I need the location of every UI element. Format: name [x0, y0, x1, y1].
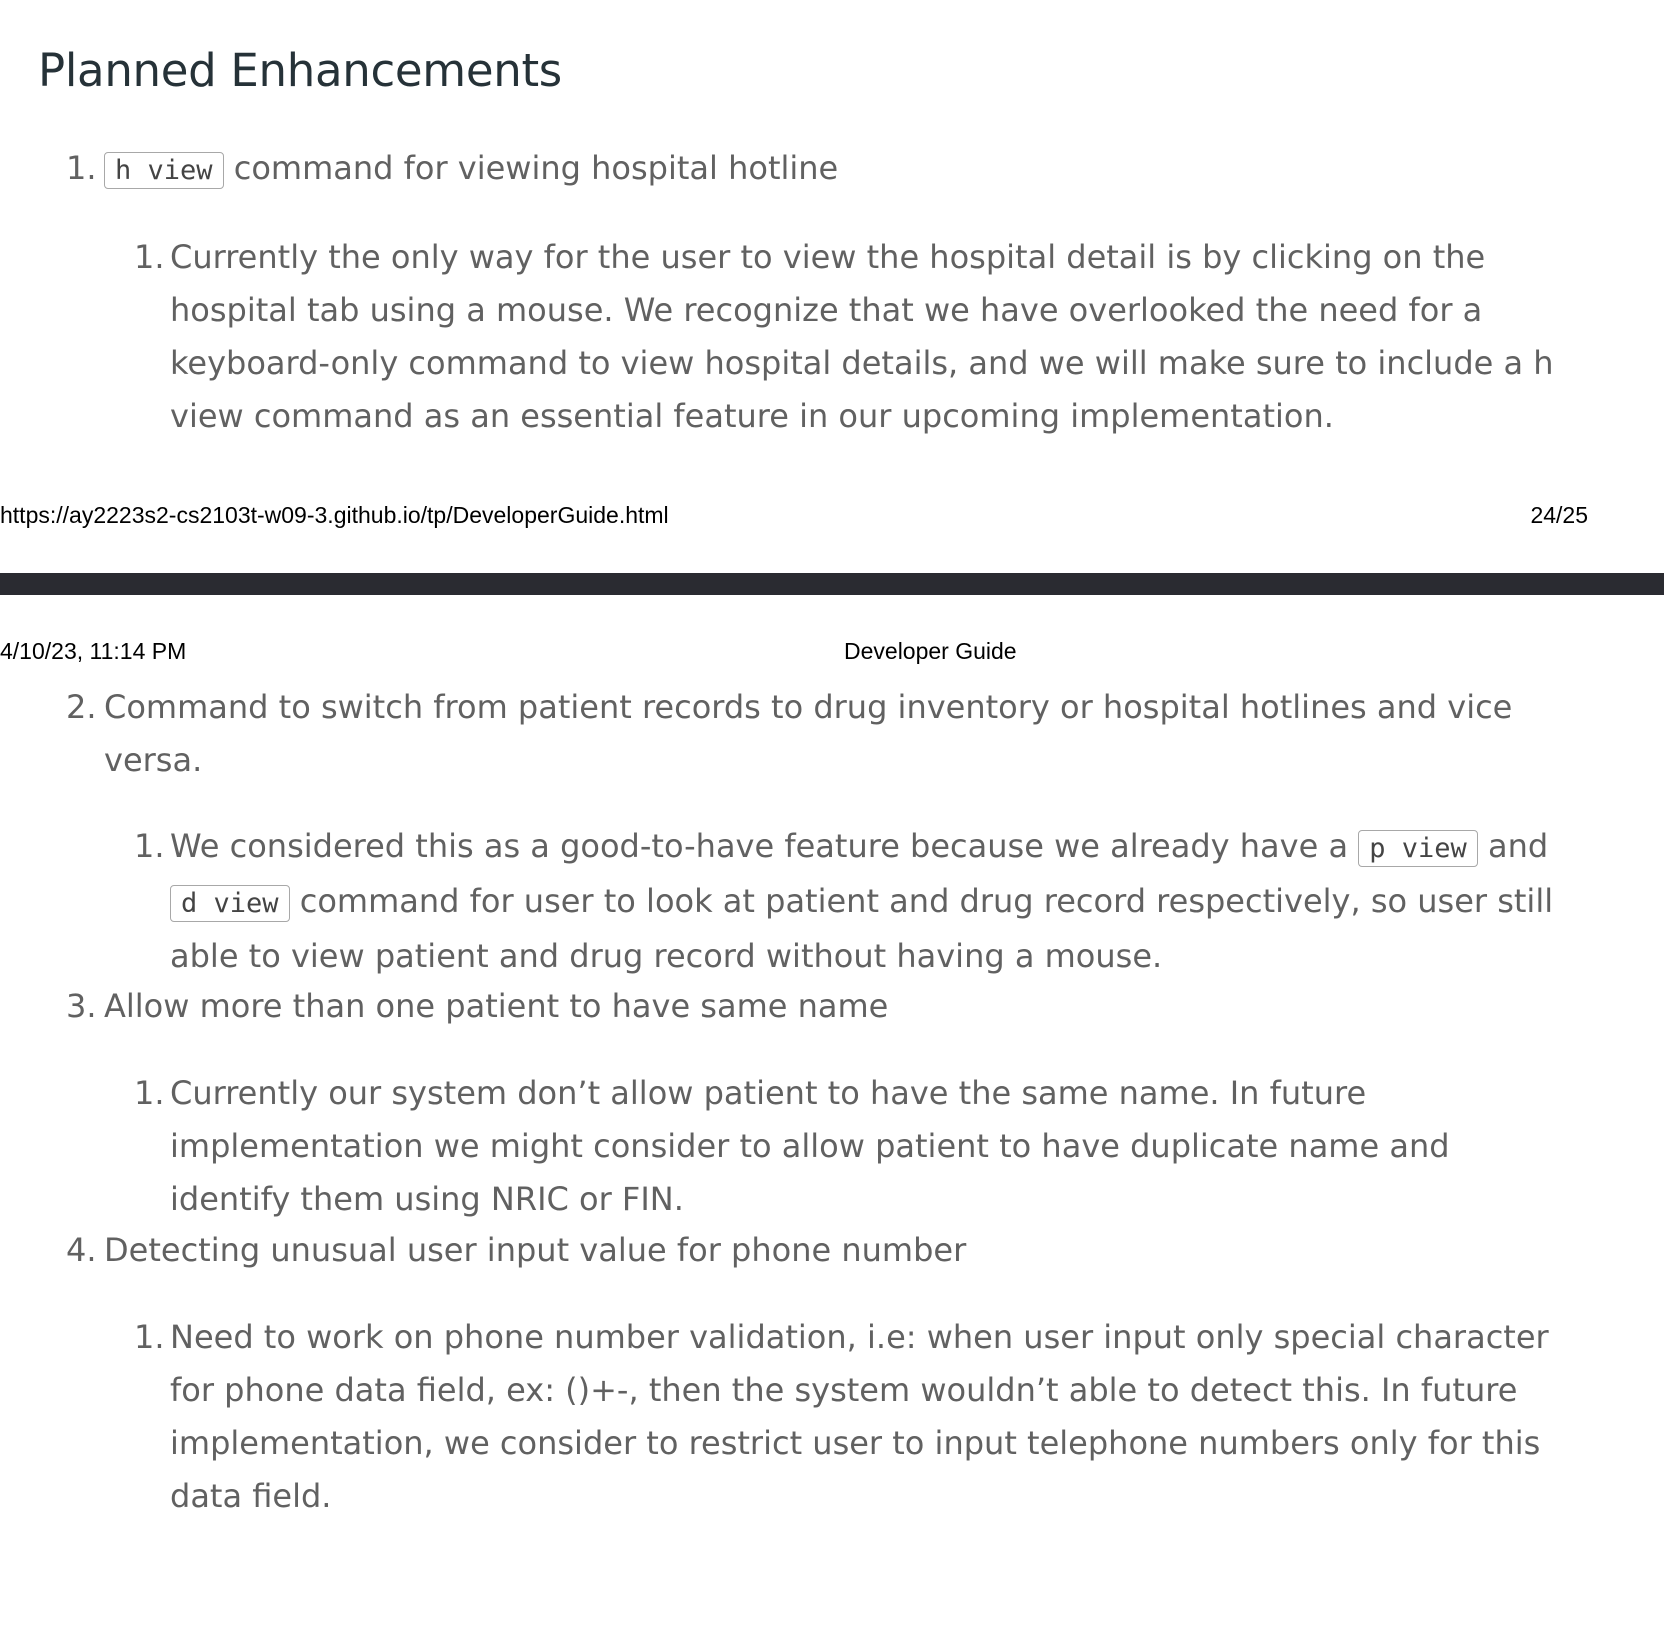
item-text — [104, 142, 1566, 197]
page-break-divider — [0, 573, 1664, 595]
item-text: Allow more than one patient to have same name — [104, 987, 889, 1025]
item-number: 1. — [66, 149, 97, 187]
enhancement-item-4 — [66, 1224, 1566, 1277]
enhancement-subitem-4-1 — [134, 1311, 1554, 1523]
subitem-text: Currently the only way for the user to view the hospital detail is by clicking on the hospital tab using a mouse. We recognize that we have overlooked the need for a keyboard-only command to view hospital details, and we will make sure to include a h view command as an essential feature in our upcoming implementation. — [170, 238, 1554, 435]
enhancement-subitem-1-1 — [134, 231, 1554, 443]
subitem-number: 1. — [134, 1318, 165, 1356]
item-number: 2. — [66, 688, 97, 726]
print-footer-url: https://ay2223s2-cs2103t-w09-3.github.io/tp/DeveloperGuide.html — [0, 502, 669, 528]
subitem-text-middle: and — [1487, 827, 1549, 865]
subitem-text-after: command for user to look at patient and drug record respectively, so user still able to view patient and drug record without having a mouse. — [170, 882, 1554, 975]
item-number: 3. — [66, 987, 97, 1025]
item-description: command for viewing hospital hotline — [233, 149, 839, 187]
subitem-text — [170, 820, 1554, 983]
subitem-text: Currently our system don’t allow patient to have the same name. In future implementation we might consider to allow patient to have duplicate name and identify them using NRIC or FIN. — [170, 1074, 1450, 1218]
item-text: Command to switch from patient records to drug inventory or hospital hotlines and vice versa. — [104, 688, 1513, 779]
enhancement-subitem-3-1 — [134, 1067, 1554, 1226]
enhancement-item-1 — [66, 142, 1566, 197]
enhancement-item-3 — [66, 980, 1566, 1033]
inline-code-h-view: h view — [104, 152, 224, 189]
section-title: Planned Enhancements — [38, 44, 562, 97]
subitem-text: Need to work on phone number validation, i.e: when user input only special character for phone data field, ex: ()+-, then the system wouldn’t able to detect this. In future implementation, we consider to restrict user to input telephone numbers only for this data field. — [170, 1318, 1549, 1515]
item-number: 4. — [66, 1231, 97, 1269]
inline-code-p-view: p view — [1358, 830, 1478, 867]
subitem-number: 1. — [134, 1074, 165, 1112]
print-header-title: Developer Guide — [844, 638, 1017, 664]
subitem-number: 1. — [134, 238, 165, 276]
print-footer-page: 24/25 — [1530, 502, 1588, 528]
inline-code-d-view: d view — [170, 885, 290, 922]
enhancement-subitem-2-1 — [134, 820, 1554, 983]
item-text: Detecting unusual user input value for phone number — [104, 1231, 967, 1269]
subitem-number: 1. — [134, 827, 165, 865]
print-header-datetime: 4/10/23, 11:14 PM — [0, 638, 187, 664]
enhancement-item-2 — [66, 681, 1566, 787]
subitem-text-before: We considered this as a good-to-have feature because we already have a — [170, 827, 1349, 865]
